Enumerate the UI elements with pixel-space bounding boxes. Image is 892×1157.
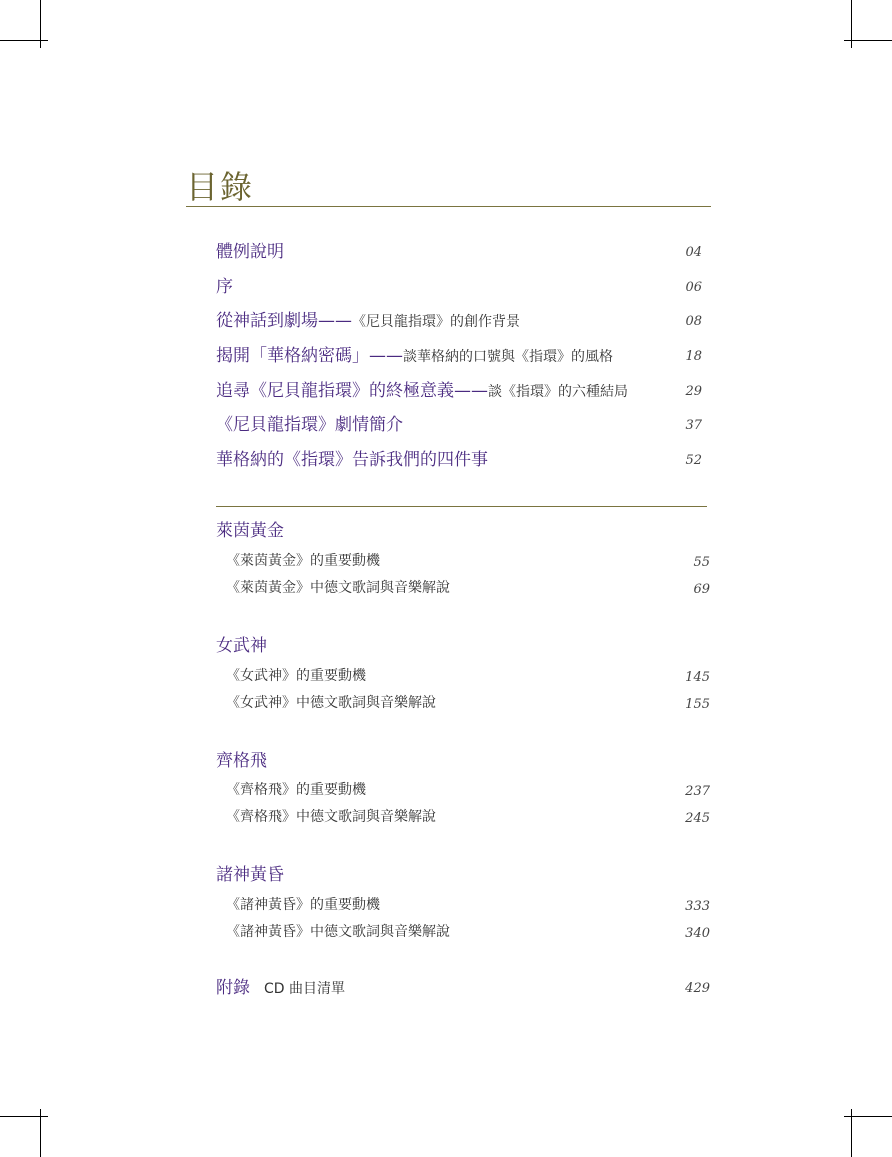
toc-subentry[interactable]: [226, 779, 710, 799]
toc-page-number: 155: [685, 697, 710, 712]
toc-page-number: 37: [685, 418, 702, 433]
toc-subentry-label: 《女武神》中德文歌詞與音樂解說: [226, 695, 436, 711]
toc-subentry[interactable]: [226, 550, 710, 570]
toc-page-number: 18: [685, 349, 702, 364]
toc-subentry-label: 《齊格飛》的重要動機: [226, 782, 366, 798]
toc-subentry[interactable]: [226, 921, 710, 941]
toc-entry-label: 揭開「華格納密碼」——談華格納的口號與《指環》的風格: [216, 346, 613, 366]
toc-subentry-label: 《萊茵黃金》的重要動機: [226, 553, 380, 569]
toc-subentry[interactable]: [226, 894, 710, 914]
crop-mark: [844, 1116, 892, 1117]
toc-page-number: 52: [685, 453, 702, 468]
section-title[interactable]: 女武神: [216, 636, 267, 656]
toc-entry-label: 追尋《尼貝龍指環》的終極意義——談《指環》的六種結局: [216, 381, 628, 401]
toc-page-number: 06: [685, 280, 702, 295]
toc-subentry[interactable]: [226, 665, 710, 685]
toc-page-number: 145: [685, 670, 710, 685]
title-rule: [186, 206, 711, 207]
toc-appendix[interactable]: [216, 974, 710, 998]
crop-mark: [0, 1116, 48, 1117]
toc-page-number: 333: [685, 899, 710, 914]
toc-page-number: 429: [685, 981, 710, 996]
toc-entry[interactable]: [216, 238, 702, 262]
toc-entry[interactable]: [216, 411, 702, 435]
toc-entry-label: 從神話到劇場——《尼貝龍指環》的創作背景: [216, 311, 520, 331]
crop-mark: [0, 40, 48, 41]
toc-subentry[interactable]: [226, 806, 710, 826]
toc-entry[interactable]: [216, 377, 702, 401]
toc-entry-label: 附錄 CD 曲目清單: [216, 978, 346, 998]
toc-page-number: 55: [693, 555, 710, 570]
toc-entry[interactable]: [216, 307, 702, 331]
section-title[interactable]: 齊格飛: [216, 751, 267, 771]
section-divider: [216, 506, 707, 507]
toc-entry-label: 體例說明: [216, 242, 284, 262]
toc-entry[interactable]: [216, 342, 702, 366]
toc-entry-label: 序: [216, 277, 233, 297]
toc-page-number: 340: [685, 926, 710, 941]
toc-subentry-label: 《齊格飛》中德文歌詞與音樂解說: [226, 809, 436, 825]
toc-page-number: 69: [693, 582, 710, 597]
toc-subentry-label: 《諸神黃昏》中德文歌詞與音樂解說: [226, 924, 450, 940]
toc-subentry-label: 《女武神》的重要動機: [226, 668, 366, 684]
toc-subentry[interactable]: [226, 692, 710, 712]
toc-page-number: 245: [685, 811, 710, 826]
toc-subentry[interactable]: [226, 577, 710, 597]
section-title[interactable]: 諸神黃昏: [216, 865, 284, 885]
toc-subentry-label: 《諸神黃昏》的重要動機: [226, 897, 380, 913]
toc-page-number: 04: [685, 245, 702, 260]
crop-mark: [844, 40, 892, 41]
toc-subentry-label: 《萊茵黃金》中德文歌詞與音樂解說: [226, 580, 450, 596]
toc-page-number: 08: [685, 314, 702, 329]
toc-entry[interactable]: [216, 273, 702, 297]
page-title: 目錄: [186, 168, 255, 206]
section-title[interactable]: 萊茵黃金: [216, 521, 284, 541]
toc-entry-label: 華格納的《指環》告訴我們的四件事: [216, 450, 488, 470]
toc-entry[interactable]: [216, 446, 702, 470]
toc-page-number: 29: [685, 384, 702, 399]
toc-page-number: 237: [685, 784, 710, 799]
toc-entry-label: 《尼貝龍指環》劇情簡介: [216, 415, 403, 435]
